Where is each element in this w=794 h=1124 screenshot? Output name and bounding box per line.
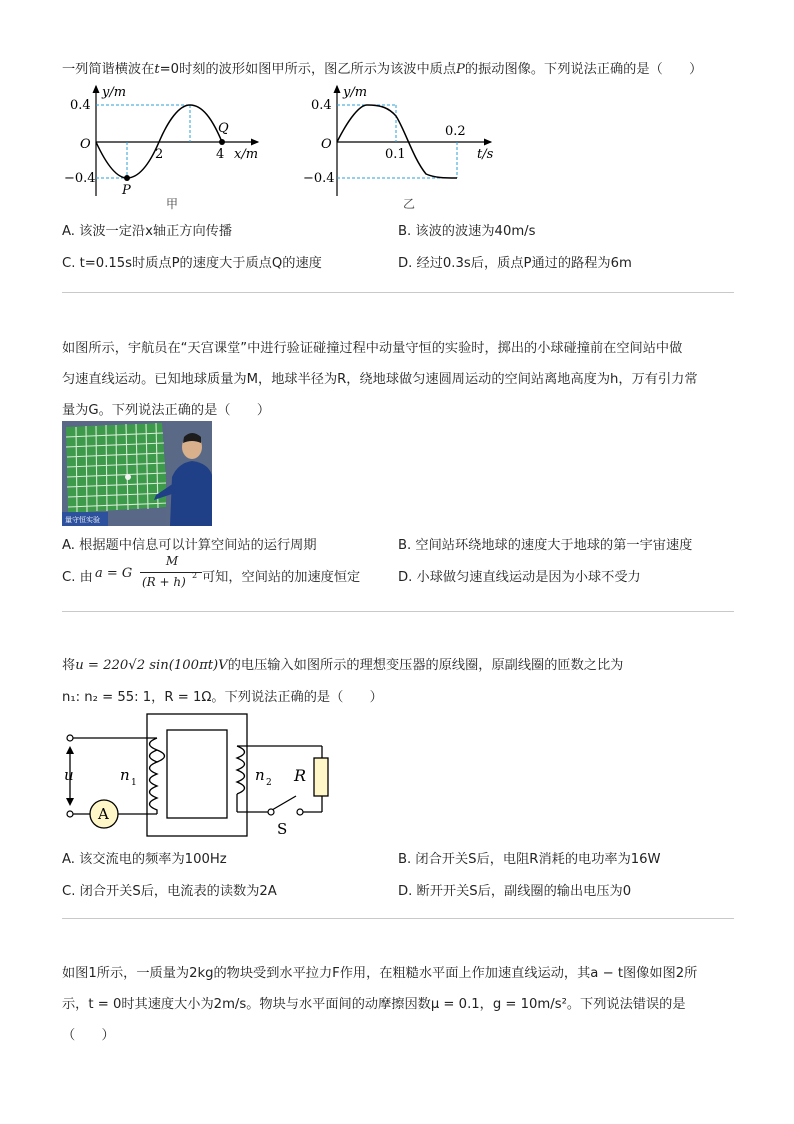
y-tick-neg: −0.4 xyxy=(64,171,96,186)
q1-stem-var-t: t xyxy=(154,62,160,77)
x-axis-label: t/s xyxy=(477,147,494,162)
q1-option-c[interactable]: C. t=0.15s时质点P的速度大于质点Q的速度 xyxy=(62,256,322,271)
voltage-u-label: u xyxy=(64,766,74,784)
ammeter-label: A xyxy=(98,805,109,823)
switch-s xyxy=(272,796,296,810)
option-c-suffix: 可知，空间站的加速度恒定 xyxy=(202,570,361,585)
q2-option-a[interactable]: A. 根据题中信息可以计算空间站的运行周期 xyxy=(62,538,317,553)
y-tick-pos: 0.4 xyxy=(311,98,332,113)
q1-stem-part: 的振动图像。下列说法正确的是（ ） xyxy=(464,62,703,77)
q4-stem-line2: 示，t = 0时其速度大小为2m/s。物块与水平面间的动摩擦因数μ = 0.1，g = 10m/s²。下列说法错误的是 xyxy=(62,997,686,1012)
n1-label: n xyxy=(120,766,130,784)
q1-option-d[interactable]: D. 经过0.3s后，质点P通过的路程为6m xyxy=(398,256,632,271)
origin-label: O xyxy=(321,137,332,152)
wave-graph-jia xyxy=(62,78,272,218)
q2-option-d[interactable]: D. 小球做匀速直线运动是因为小球不受力 xyxy=(398,570,641,585)
q1-stem xyxy=(62,58,702,77)
separator xyxy=(62,918,734,919)
q1-option-b[interactable]: B. 该波的波速为40m/s xyxy=(398,224,536,239)
point-p-label: P xyxy=(122,183,131,198)
q3-stem-line1 xyxy=(62,654,623,673)
terminal-top xyxy=(67,735,73,741)
q2-option-b[interactable]: B. 空间站环绕地球的速度大于地球的第一宇宙速度 xyxy=(398,538,693,553)
y-axis-label: y/m xyxy=(343,85,368,100)
q3-option-a[interactable]: A. 该交流电的频率为100Hz xyxy=(62,852,227,867)
x-tick-0-1: 0.1 xyxy=(385,147,406,162)
astronaut-photo xyxy=(62,421,212,526)
terminal-bottom xyxy=(67,811,73,817)
q2-stem-line3: 量为G。下列说法正确的是（ ） xyxy=(62,403,271,418)
q4-stem-line1: 如图1所示，一质量为2kg的物块受到水平拉力F作用，在粗糙水平面上作加速直线运动，其a − t图像如图2所 xyxy=(62,966,698,981)
q3-option-b[interactable]: B. 闭合开关S后，电阻R消耗的电功率为16W xyxy=(398,852,661,867)
x-tick-2: 2 xyxy=(155,147,164,162)
q1-stem-var-p: P xyxy=(456,62,465,77)
point-q-dot xyxy=(219,139,225,145)
vibration-graph-yi xyxy=(295,78,505,218)
q2-stem-line1: 如图所示，宇航员在“天宫课堂”中进行验证碰撞过程中动量守恒的实验时，掷出的小球碰撞前在空间站中做 xyxy=(62,341,683,356)
n2-label: n xyxy=(255,766,265,784)
n2-subscript: 2 xyxy=(266,778,272,788)
x-axis-label: x/m xyxy=(234,147,259,162)
y-tick-pos: 0.4 xyxy=(70,98,91,113)
separator xyxy=(62,292,734,293)
y-tick-neg: −0.4 xyxy=(303,171,335,186)
separator xyxy=(62,611,734,612)
q3-option-c[interactable]: C. 闭合开关S后，电流表的读数为2A xyxy=(62,884,277,899)
caption-yi: 乙 xyxy=(403,197,416,211)
x-tick-0-2: 0.2 xyxy=(445,124,466,139)
q3-voltage-formula: u = 220√2 sin(100πt)V xyxy=(75,658,228,673)
formula-lhs: a = G xyxy=(95,566,133,581)
q3-stem-part: 将 xyxy=(62,658,76,673)
fraction-numerator: M xyxy=(165,554,179,568)
transformer-circuit xyxy=(62,708,342,844)
q4-stem-line3: （ ） xyxy=(62,1028,115,1043)
fraction-denominator: (R + h) xyxy=(142,575,186,589)
caption-jia: 甲 xyxy=(166,197,179,211)
resistor-r xyxy=(314,758,328,796)
option-c-prefix: C. 由 xyxy=(62,570,93,585)
ball xyxy=(125,474,131,480)
resistor-label: R xyxy=(294,766,307,785)
y-axis-label: y/m xyxy=(102,85,127,100)
q1-stem-part: 一列简谐横波在 xyxy=(62,62,155,77)
q3-stem-line2: n₁: n₂ = 55: 1，R = 1Ω。下列说法正确的是（ ） xyxy=(62,690,383,705)
q1-option-a[interactable]: A. 该波一定沿x轴正方向传播 xyxy=(62,224,233,239)
point-p-dot xyxy=(124,175,130,181)
astronaut-body xyxy=(170,461,212,526)
transformer-core-inner xyxy=(167,730,227,818)
photo-caption: 量守恒实验 xyxy=(65,516,100,524)
point-q-label: Q xyxy=(218,121,229,136)
n1-subscript: 1 xyxy=(131,778,137,788)
x-tick-4: 4 xyxy=(216,147,225,162)
q3-stem-part: 的电压输入如图所示的理想变压器的原线圈，原副线圈的匝数之比为 xyxy=(227,658,624,673)
switch-label: S xyxy=(277,820,288,838)
origin-label: O xyxy=(80,137,91,152)
fraction-exponent: 2 xyxy=(192,571,198,580)
q3-option-d[interactable]: D. 断开开关S后，副线圈的输出电压为0 xyxy=(398,884,632,899)
q1-stem-part: =0时刻的波形如图甲所示，图乙所示为该波中质点 xyxy=(159,62,457,77)
q2-stem-line2: 匀速直线运动。已知地球质量为M，地球半径为R，绕地球做匀速圆周运动的空间站离地高度为h，万有引力常 xyxy=(62,372,698,387)
